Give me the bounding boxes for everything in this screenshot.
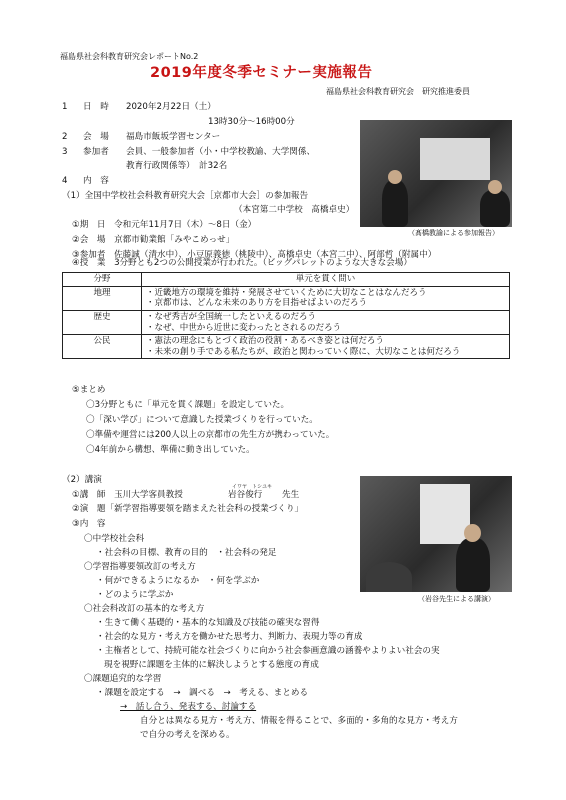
report-photo-caption: （髙橋教諭による参加報告）: [408, 229, 499, 237]
table-cell-subject: 歴史: [63, 310, 142, 334]
lecture-line: 〇課題追究的な学習: [84, 674, 162, 684]
question: ・なぜ秀吉が全国統一したといえるのだろう: [146, 311, 317, 322]
lecture-line: ・課題を設定する → 調べる → 考える、まとめる: [96, 688, 309, 698]
lecture-content-label: ③内 容: [72, 519, 106, 529]
lecture-line: ・社会的な見方・考え方を働かせた思考力、判断力、表現力等の育成: [96, 632, 363, 642]
question: ・なぜ、中世から近世に変わったとされるのだろう: [146, 322, 342, 333]
table-cell-question: [142, 286, 510, 310]
table-cell-question: [142, 335, 510, 359]
table-header-subject: 分野: [63, 273, 142, 287]
page-title: 2019年度冬季セミナー実施報告: [150, 65, 373, 81]
section1-reporter: （本宮第二中学校 髙橋卓史）: [234, 205, 355, 215]
table-row: [63, 335, 510, 359]
table-cell-subject: 公民: [63, 335, 142, 359]
date-label: 日 時: [83, 102, 109, 112]
question: ・近畿地方の環境を維持・発展させていくために大切なことはなんだろう: [146, 287, 427, 298]
participants-num: 3: [62, 147, 68, 157]
lecture-line: ・何ができるようになるか ・何を学ぶか: [96, 576, 260, 586]
table-header-question: 単元を貫く問い: [142, 273, 510, 287]
lecture-line: 〇社会科改訂の基本的な考え方: [84, 604, 205, 614]
lecture-line: 自分とは異なる見方・考え方、情報を得ることで、多面的・多角的な見方・考え方: [140, 716, 458, 726]
table-row: [63, 310, 510, 334]
question: ・未来の創り手である私たちが、政治と関わっていく際に、大切なことは何だろう: [146, 346, 461, 357]
table-cell-subject: 地理: [63, 286, 142, 310]
lecturer-ruby: イワヤ トシユキ: [232, 484, 273, 490]
venue-value: 福島市飯坂学習センター: [126, 132, 221, 142]
summary-item: 〇4年前から構想、準備に動き出していた。: [86, 445, 255, 455]
section2-heading: （2）講演: [62, 475, 102, 485]
participants-value-1: 会員、一般参加者（小・中学校教諭、大学関係、: [126, 147, 316, 157]
lecture-line-discussion: → 話し合う、発表する、討論する: [120, 702, 257, 712]
lecturer-name: 岩谷俊行: [228, 490, 263, 500]
summary-label: ⑤まとめ: [72, 385, 106, 395]
lecture-line: ・社会科の目標、教育の目的 ・社会科の発足: [96, 548, 277, 558]
lecture-line: ・どのように学ぶか: [96, 590, 174, 600]
lecture-line: 〇学習指導要領改訂の考え方: [84, 562, 196, 572]
lecture-line: ・主権者として、持続可能な社会づくりに向かう社会参画意識の涵養やよりよい社会の実: [96, 646, 440, 656]
time-value: 13時30分～16時00分: [208, 117, 295, 127]
content-label: 内 容: [83, 176, 109, 186]
lecture-line: ・生きて働く基礎的・基本的な知識及び技能の確実な習得: [96, 618, 320, 628]
table-cell-question: [142, 310, 510, 334]
content-num: 4: [62, 176, 68, 186]
author: 福島県社会科教育研究会 研究推進委員: [326, 87, 470, 96]
question: ・憲法の理念にもとづく政治の役割・あるべき姿とは何だろう: [146, 336, 384, 347]
venue-num: 2: [62, 132, 68, 142]
lecturer-suffix: 先生: [282, 490, 300, 500]
lecture-line: 〇中学校社会科: [84, 534, 145, 544]
lecture-topic: ②演 題「新学習指導要領を踏まえた社会科の授業づくり」: [72, 504, 304, 514]
lecture-line: で自分の考えを深める。: [140, 730, 235, 740]
table-header-row: [63, 273, 510, 287]
date-value: 2020年2月22日（土）: [126, 102, 216, 112]
lecture-photo: [360, 476, 512, 592]
section1-period: ①期 日 令和元年11月7日（木）～8日（金）: [72, 220, 257, 230]
report-photo: [360, 120, 512, 227]
section1-venue: ②会 場 京都市勧業館「みやこめっせ」: [72, 235, 235, 245]
participants-value-2: 教育行政関係等） 計32名: [126, 161, 228, 171]
lecture-line: 現を視野に課題を主体的に解決しようとする態度の育成: [104, 660, 319, 670]
units-table: [62, 272, 510, 359]
lecturer-label: ①講 師 玉川大学客員教授: [72, 490, 183, 500]
summary-item: 〇3分野ともに「単元を貫く課題」を設定していた。: [86, 400, 290, 410]
participants-label: 参加者: [83, 147, 109, 157]
section1-heading: （1）全国中学校社会科教育研究大会［京都市大会］の参加報告: [62, 191, 309, 201]
summary-item: 〇「深い学び」について意識した授業づくりを行っていた。: [86, 415, 318, 425]
question: ・京都市は、どんな未来のあり方を目指せばよいのだろう: [146, 298, 368, 309]
section1-lessons-line: ④授 業 3分野とも2つの公開授業が行われた。（ビッグパレットのような大きな会場）: [72, 258, 412, 268]
date-num: 1: [62, 102, 68, 112]
venue-label: 会 場: [83, 132, 109, 142]
lecture-photo-caption: （岩谷先生による講演）: [418, 595, 495, 603]
table-row: [63, 286, 510, 310]
report-series: 福島県社会科教育研究会レポートNo.2: [60, 52, 199, 61]
summary-item: 〇準備や運営には200人以上の京都市の先生方が携わっていた。: [86, 430, 335, 440]
section1-participants: ③参加者 佐藤誠（清水中）、小豆原義徳（桃陵中）、髙橋卓史（本宮二中）、阿部哲（附属中）: [72, 250, 437, 260]
